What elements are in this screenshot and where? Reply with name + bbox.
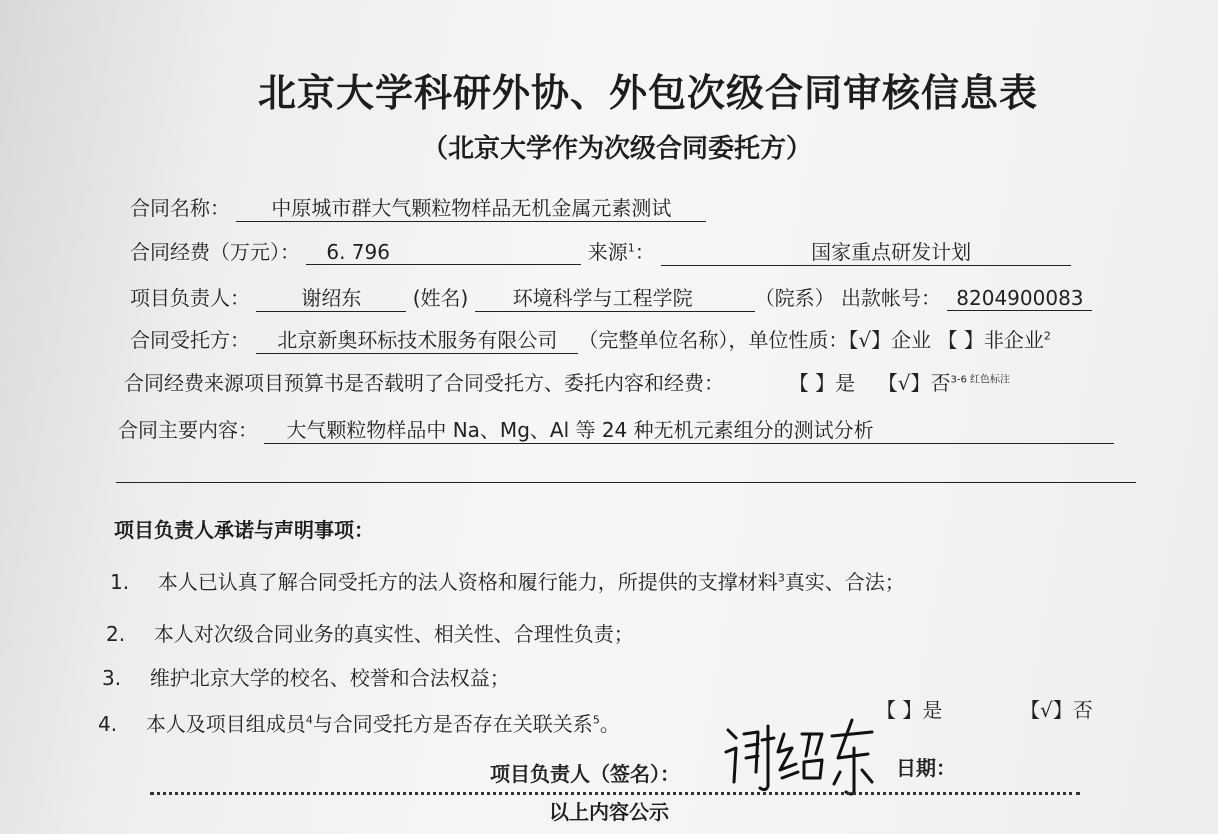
declaration-item: [98, 708, 620, 737]
form-subtitle: （北京大学作为次级合同委托方）: [422, 134, 813, 164]
contractee-label: 合同受托方：: [130, 328, 250, 352]
leader-name: 谢绍东: [256, 282, 406, 312]
project-leader-row: [130, 282, 1092, 312]
declaration-item: [102, 662, 510, 691]
item-text: 本人对次级合同业务的真实性、相关性、合理性负责；: [153, 622, 634, 646]
account-number: 8204900083: [947, 286, 1092, 311]
main-content-row: [118, 414, 1114, 444]
item-number: 1.: [110, 570, 130, 594]
public-notice-label: 以上内容公示: [545, 796, 673, 825]
contract-fee-row: [130, 236, 1071, 266]
public-notice-divider: [150, 792, 1080, 795]
declaration-item: [110, 566, 905, 595]
contractee-opt-enterprise: 【√】企业: [848, 328, 932, 352]
fee-source-colon: ：: [634, 240, 655, 264]
handwritten-signature: [722, 712, 882, 802]
item-text: 本人已认真了解合同受托方的法人资格和履行能力，所提供的支撑材料: [157, 570, 778, 594]
budget-question-row: [124, 367, 1010, 396]
item-text: 本人及项目组成员: [145, 712, 306, 736]
contract-fee-value: 6. 796: [306, 240, 581, 265]
item-tail: 真实、合法；: [784, 570, 905, 594]
budget-yes: 【 】是: [788, 371, 856, 395]
relation-yes: 【 】是: [876, 698, 943, 722]
fee-source-sup: 1: [627, 241, 635, 255]
budget-question-text: 合同经费来源项目预算书是否载明了合同受托方、委托内容和经费：: [124, 371, 724, 395]
item-sup: 3: [777, 571, 785, 585]
leader-name-hint: (姓名): [412, 286, 469, 310]
item-tail: 与合同受托方是否存在关联关系: [312, 712, 593, 736]
fee-source-value: 国家重点研发计划: [661, 236, 1071, 266]
date-label: 日期：: [896, 756, 956, 780]
item-number: 4.: [98, 712, 118, 736]
item-tail-2: 。: [599, 712, 620, 736]
leader-department: 环境科学与工程学院: [475, 282, 755, 312]
contractee-value: 北京新奥环标技术服务有限公司: [256, 324, 578, 354]
item-sup: 4: [305, 713, 313, 727]
budget-sup: 3-6 红色标注: [950, 374, 1011, 386]
contract-fee-label: 合同经费（万元）：: [130, 240, 300, 264]
account-label: 出款帐号：: [841, 286, 942, 310]
contract-name-label: 合同名称：: [130, 196, 230, 220]
contractee-row: [130, 324, 1051, 354]
form-title: 北京大学科研外协、外包次级合同审核信息表: [258, 71, 1039, 115]
signature-label: 项目负责人（签名）：: [490, 762, 680, 786]
declaration-heading: 项目负责人承诺与声明事项：: [114, 518, 374, 542]
contract-name-row: [130, 192, 706, 222]
item-number: 2.: [106, 622, 126, 646]
item-number: 3.: [102, 666, 122, 690]
budget-no: 【√】否: [877, 371, 951, 395]
item-text: 维护北京大学的校名、校誉和合法权益；: [149, 666, 510, 690]
main-content-value: 大气颗粒物样品中 Na、Mg、Al 等 24 种无机元素组分的测试分析: [264, 414, 1114, 444]
contractee-opt-nonenterprise: 【 】非企业: [937, 328, 1044, 352]
relation-no: 【√】否: [1020, 698, 1093, 722]
contract-name-value: 中原城市群大气颗粒物样品无机金属元素测试: [236, 192, 706, 222]
contractee-hint: （完整单位名称），单位性质：: [578, 328, 849, 352]
main-content-extra-line: [116, 482, 1136, 483]
fee-source-label: 来源: [587, 240, 628, 264]
leader-department-hint: （院系）: [754, 286, 835, 310]
declaration-item: [106, 618, 634, 647]
leader-label: 项目负责人：: [130, 286, 250, 310]
contractee-sup: 2: [1043, 329, 1051, 343]
main-content-label: 合同主要内容：: [118, 418, 258, 442]
item-sup-2: 5: [592, 713, 600, 727]
